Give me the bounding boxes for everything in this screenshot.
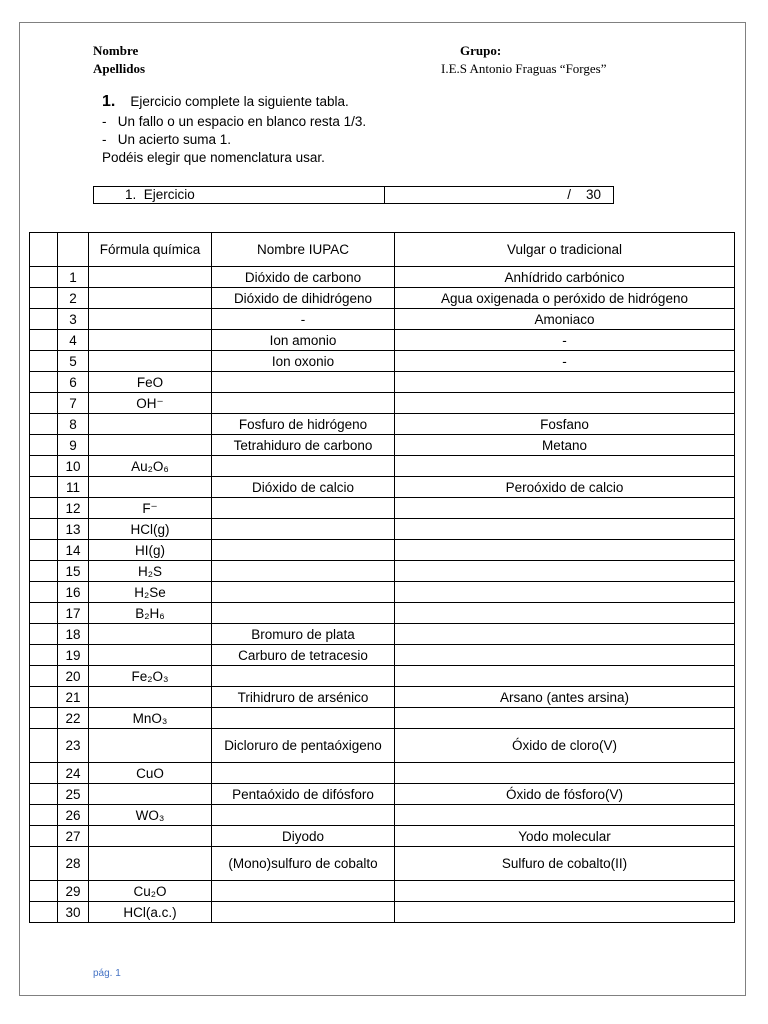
- table-row: [30, 456, 735, 477]
- row-blank-cell: [30, 624, 58, 645]
- row-blank-cell: [30, 477, 58, 498]
- row-number: 7: [58, 393, 89, 414]
- vulgar-cell[interactable]: Anhídrido carbónico: [395, 267, 735, 288]
- vulgar-cell[interactable]: [395, 456, 735, 477]
- row-number: 24: [58, 763, 89, 784]
- vulgar-cell[interactable]: Fosfano: [395, 414, 735, 435]
- row-number: 19: [58, 645, 89, 666]
- row-blank-cell: [30, 666, 58, 687]
- iupac-cell[interactable]: [212, 456, 395, 477]
- vulgar-cell[interactable]: Óxido de cloro(V): [395, 729, 735, 763]
- row-number: 17: [58, 603, 89, 624]
- vulgar-cell[interactable]: Sulfuro de cobalto(II): [395, 847, 735, 881]
- formula-cell[interactable]: [89, 351, 212, 372]
- header-cell-blank-1: [30, 233, 58, 267]
- row-blank-cell: [30, 330, 58, 351]
- iupac-cell[interactable]: (Mono)sulfuro de cobalto: [212, 847, 395, 881]
- formula-cell[interactable]: [89, 435, 212, 456]
- formula-cell[interactable]: B₂H₆: [89, 603, 212, 624]
- table-row: [30, 519, 735, 540]
- row-blank-cell: [30, 645, 58, 666]
- vulgar-cell[interactable]: [395, 881, 735, 902]
- formula-cell[interactable]: [89, 826, 212, 847]
- vulgar-cell[interactable]: [395, 645, 735, 666]
- header-cell-blank-2: [58, 233, 89, 267]
- header-vulgar: Vulgar o tradicional: [395, 233, 735, 267]
- vulgar-cell[interactable]: [395, 519, 735, 540]
- iupac-cell[interactable]: [212, 902, 395, 923]
- table-row: [30, 372, 735, 393]
- row-blank-cell: [30, 372, 58, 393]
- formula-cell[interactable]: HCl(g): [89, 519, 212, 540]
- table-row: [30, 847, 735, 881]
- vulgar-cell[interactable]: [395, 902, 735, 923]
- row-number: 14: [58, 540, 89, 561]
- iupac-cell[interactable]: Dióxido de carbono: [212, 267, 395, 288]
- iupac-cell[interactable]: Dióxido de calcio: [212, 477, 395, 498]
- table-row: [30, 435, 735, 456]
- iupac-cell[interactable]: [212, 372, 395, 393]
- formula-cell[interactable]: HI(g): [89, 540, 212, 561]
- table-row: [30, 763, 735, 784]
- row-blank-cell: [30, 498, 58, 519]
- iupac-cell[interactable]: [212, 881, 395, 902]
- row-number: 5: [58, 351, 89, 372]
- row-number: 13: [58, 519, 89, 540]
- formula-cell[interactable]: OH⁻: [89, 393, 212, 414]
- table-row: [30, 330, 735, 351]
- row-blank-cell: [30, 540, 58, 561]
- vulgar-cell[interactable]: [395, 582, 735, 603]
- score-total: / 30: [567, 187, 601, 202]
- vulgar-cell[interactable]: Amoniaco: [395, 309, 735, 330]
- formula-cell[interactable]: H₂S: [89, 561, 212, 582]
- row-number: 26: [58, 805, 89, 826]
- table-header-row: [30, 233, 735, 267]
- row-blank-cell: [30, 826, 58, 847]
- nomenclature-table: [29, 232, 735, 923]
- formula-cell[interactable]: [89, 687, 212, 708]
- vulgar-cell[interactable]: Yodo molecular: [395, 826, 735, 847]
- row-number: 21: [58, 687, 89, 708]
- vulgar-cell[interactable]: [395, 372, 735, 393]
- row-number: 20: [58, 666, 89, 687]
- row-number: 27: [58, 826, 89, 847]
- row-blank-cell: [30, 288, 58, 309]
- table-row: [30, 645, 735, 666]
- vulgar-cell[interactable]: [395, 666, 735, 687]
- vulgar-cell[interactable]: -: [395, 330, 735, 351]
- table-row: [30, 729, 735, 763]
- iupac-cell[interactable]: Carburo de tetracesio: [212, 645, 395, 666]
- row-number: 18: [58, 624, 89, 645]
- vulgar-cell[interactable]: [395, 624, 735, 645]
- table-row: [30, 582, 735, 603]
- row-number: 29: [58, 881, 89, 902]
- row-number: 4: [58, 330, 89, 351]
- vulgar-cell[interactable]: [395, 540, 735, 561]
- apellidos-label: Apellidos: [93, 61, 146, 76]
- formula-cell[interactable]: FeO: [89, 372, 212, 393]
- header-formula: Fórmula química: [89, 233, 212, 267]
- exercise-title-text: Ejercicio complete la siguiente tabla.: [130, 94, 349, 109]
- iupac-cell[interactable]: [212, 393, 395, 414]
- score-cell[interactable]: [385, 187, 613, 203]
- iupac-cell[interactable]: [212, 666, 395, 687]
- table-row: [30, 351, 735, 372]
- vulgar-cell[interactable]: Agua oxigenada o peróxido de hidrógeno: [395, 288, 735, 309]
- vulgar-cell[interactable]: [395, 708, 735, 729]
- iupac-cell[interactable]: Diyodo: [212, 826, 395, 847]
- row-blank-cell: [30, 582, 58, 603]
- vulgar-cell[interactable]: Arsano (antes arsina): [395, 687, 735, 708]
- table-row: [30, 288, 735, 309]
- formula-cell[interactable]: [89, 624, 212, 645]
- table-row: [30, 826, 735, 847]
- formula-cell[interactable]: [89, 784, 212, 805]
- iupac-cell[interactable]: [212, 498, 395, 519]
- formula-cell[interactable]: [89, 729, 212, 763]
- row-number: 16: [58, 582, 89, 603]
- row-blank-cell: [30, 847, 58, 881]
- formula-cell[interactable]: [89, 309, 212, 330]
- table-row: [30, 805, 735, 826]
- row-blank-cell: [30, 309, 58, 330]
- row-blank-cell: [30, 603, 58, 624]
- iupac-cell[interactable]: Ion amonio: [212, 330, 395, 351]
- row-blank-cell: [30, 519, 58, 540]
- iupac-cell[interactable]: Pentaóxido de difósforo: [212, 784, 395, 805]
- formula-cell[interactable]: [89, 330, 212, 351]
- row-number: 15: [58, 561, 89, 582]
- vulgar-cell[interactable]: [395, 561, 735, 582]
- formula-cell[interactable]: HCl(a.c.): [89, 902, 212, 923]
- instruction-line-2: - Un acierto suma 1.: [102, 132, 232, 147]
- formula-cell[interactable]: Au₂O₆: [89, 456, 212, 477]
- row-number: 22: [58, 708, 89, 729]
- row-number: 25: [58, 784, 89, 805]
- vulgar-cell[interactable]: -: [395, 351, 735, 372]
- row-number: 6: [58, 372, 89, 393]
- table-row: [30, 561, 735, 582]
- school-name: I.E.S Antonio Fraguas “Forges”: [441, 61, 607, 76]
- row-number: 11: [58, 477, 89, 498]
- score-label: 1. Ejercicio: [94, 187, 385, 203]
- iupac-cell[interactable]: Dicloruro de pentaóxigeno: [212, 729, 395, 763]
- vulgar-cell[interactable]: Óxido de fósforo(V): [395, 784, 735, 805]
- row-number: 28: [58, 847, 89, 881]
- page-number: pág. 1: [93, 968, 121, 979]
- iupac-cell[interactable]: [212, 603, 395, 624]
- row-number: 9: [58, 435, 89, 456]
- row-blank-cell: [30, 881, 58, 902]
- row-number: 1: [58, 267, 89, 288]
- table-row: [30, 603, 735, 624]
- iupac-cell[interactable]: [212, 540, 395, 561]
- table-row: [30, 687, 735, 708]
- formula-cell[interactable]: [89, 288, 212, 309]
- row-number: 23: [58, 729, 89, 763]
- exercise-title: [102, 93, 349, 111]
- row-number: 2: [58, 288, 89, 309]
- vulgar-cell[interactable]: Metano: [395, 435, 735, 456]
- formula-cell[interactable]: [89, 847, 212, 881]
- row-blank-cell: [30, 763, 58, 784]
- row-number: 12: [58, 498, 89, 519]
- table-row: [30, 477, 735, 498]
- table-row: [30, 708, 735, 729]
- formula-cell[interactable]: [89, 645, 212, 666]
- formula-cell[interactable]: [89, 414, 212, 435]
- formula-cell[interactable]: CuO: [89, 763, 212, 784]
- table-row: [30, 902, 735, 923]
- iupac-cell[interactable]: Bromuro de plata: [212, 624, 395, 645]
- row-blank-cell: [30, 729, 58, 763]
- table-row: [30, 393, 735, 414]
- row-number: 3: [58, 309, 89, 330]
- vulgar-cell[interactable]: [395, 498, 735, 519]
- table-row: [30, 540, 735, 561]
- formula-cell[interactable]: Fe₂O₃: [89, 666, 212, 687]
- table-row: [30, 784, 735, 805]
- row-blank-cell: [30, 708, 58, 729]
- row-number: 10: [58, 456, 89, 477]
- table-row: [30, 498, 735, 519]
- iupac-cell[interactable]: [212, 805, 395, 826]
- row-number: 30: [58, 902, 89, 923]
- iupac-cell[interactable]: [212, 519, 395, 540]
- row-blank-cell: [30, 414, 58, 435]
- grupo-label: Grupo:: [460, 43, 502, 58]
- formula-cell[interactable]: [89, 267, 212, 288]
- row-blank-cell: [30, 687, 58, 708]
- table-row: [30, 267, 735, 288]
- formula-cell[interactable]: H₂Se: [89, 582, 212, 603]
- header-iupac: Nombre IUPAC: [212, 233, 395, 267]
- iupac-cell[interactable]: Fosfuro de hidrógeno: [212, 414, 395, 435]
- exercise-number: 1.: [102, 93, 116, 110]
- row-blank-cell: [30, 435, 58, 456]
- row-blank-cell: [30, 456, 58, 477]
- iupac-cell[interactable]: Tetrahiduro de carbono: [212, 435, 395, 456]
- formula-cell[interactable]: WO₃: [89, 805, 212, 826]
- vulgar-cell[interactable]: [395, 603, 735, 624]
- iupac-cell[interactable]: [212, 708, 395, 729]
- table-row: [30, 881, 735, 902]
- iupac-cell[interactable]: Ion oxonio: [212, 351, 395, 372]
- row-blank-cell: [30, 267, 58, 288]
- row-blank-cell: [30, 393, 58, 414]
- row-blank-cell: [30, 784, 58, 805]
- row-blank-cell: [30, 902, 58, 923]
- formula-cell[interactable]: MnO₃: [89, 708, 212, 729]
- row-blank-cell: [30, 351, 58, 372]
- vulgar-cell[interactable]: [395, 763, 735, 784]
- formula-cell[interactable]: [89, 477, 212, 498]
- table-row: [30, 624, 735, 645]
- iupac-cell[interactable]: [212, 561, 395, 582]
- score-box: [93, 186, 614, 204]
- formula-cell[interactable]: Cu₂O: [89, 881, 212, 902]
- instruction-line-1: - Un fallo o un espacio en blanco resta 1/3.: [102, 114, 367, 129]
- row-blank-cell: [30, 805, 58, 826]
- row-blank-cell: [30, 561, 58, 582]
- table-row: [30, 666, 735, 687]
- iupac-cell[interactable]: [212, 582, 395, 603]
- row-number: 8: [58, 414, 89, 435]
- formula-cell[interactable]: F⁻: [89, 498, 212, 519]
- vulgar-cell[interactable]: [395, 393, 735, 414]
- iupac-cell[interactable]: Dióxido de dihidrógeno: [212, 288, 395, 309]
- table-row: [30, 414, 735, 435]
- table-row: [30, 309, 735, 330]
- iupac-cell[interactable]: [212, 763, 395, 784]
- iupac-cell[interactable]: -: [212, 309, 395, 330]
- instruction-line-3: Podéis elegir que nomenclatura usar.: [102, 150, 325, 165]
- nombre-label: Nombre: [93, 43, 139, 58]
- vulgar-cell[interactable]: Peroóxido de calcio: [395, 477, 735, 498]
- iupac-cell[interactable]: Trihidruro de arsénico: [212, 687, 395, 708]
- vulgar-cell[interactable]: [395, 805, 735, 826]
